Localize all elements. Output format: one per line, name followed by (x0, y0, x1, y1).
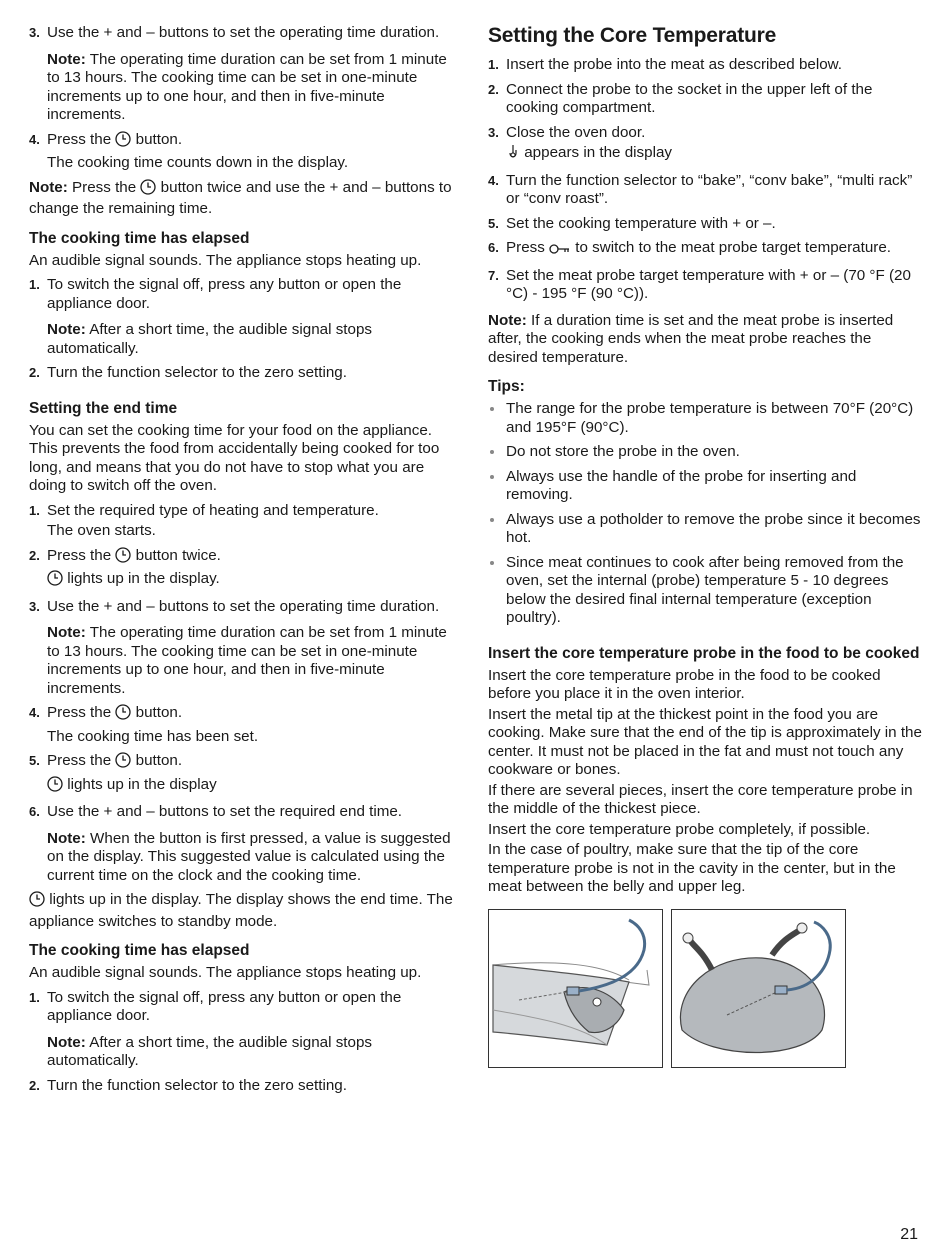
step-text: Use the + and – buttons to set the operating time duration. (47, 597, 440, 615)
step-result-text: lights up in the display. (67, 570, 220, 587)
step-number: 6. (488, 240, 499, 255)
note (29, 1034, 459, 1071)
section-heading: Insert the core temperature probe in the food to be cooked (488, 644, 920, 662)
fish-probe-illustration (488, 909, 663, 1068)
step-text: Use the + and – buttons to set the required end time. (47, 803, 403, 820)
note-label: Note: (29, 178, 68, 196)
step-result-text: lights up in the display (67, 775, 217, 793)
note (29, 51, 459, 125)
step-text: Close the oven door. (506, 123, 646, 141)
clock-icon (115, 547, 131, 569)
step-result (47, 570, 459, 592)
step-number: 1. (29, 989, 40, 1005)
tip-text: The range for the probe temperature is between 70°F (20°C) and 195°F (90°C). (506, 400, 914, 436)
step-text: button. (135, 704, 183, 721)
step-number: 1. (29, 277, 40, 292)
step-text: to switch to the meat probe target temperature. (575, 239, 892, 256)
note (29, 179, 459, 219)
step-text: Set the meat probe target temperature with + or – (70 °F (20 °C) - 195 °F (90 °C)). (506, 266, 911, 302)
bullet-icon (490, 475, 494, 479)
note-text: After a short time, the audible signal stops automatically. (47, 321, 373, 357)
note-text: When the button is first pressed, a value is suggested on the display. This suggested value is calculated using the current time on the clock and the cooking time. (47, 829, 451, 884)
step (29, 131, 459, 173)
note-label: Note: (47, 1033, 86, 1051)
page-title: Setting the Core Temperature (488, 24, 777, 47)
tip-item (488, 511, 924, 548)
step-number: 3. (29, 598, 40, 614)
step-text: Use the + and – buttons to set the operating time duration. (47, 24, 440, 41)
step-result: The cooking time counts down in the display. (47, 154, 349, 171)
step-number: 5. (488, 215, 499, 231)
note-label: Note: (47, 624, 86, 641)
section-heading: The cooking time has elapsed (29, 942, 250, 959)
step-text: button. (135, 130, 183, 148)
step-text: Set the required type of heating and temperature. (47, 501, 379, 519)
tips-heading: Tips: (488, 378, 525, 395)
left-column (29, 24, 459, 1101)
note-text: After a short time, the audible signal stops automatically. (47, 1033, 373, 1069)
step (29, 547, 459, 592)
step (488, 56, 924, 75)
step (29, 989, 459, 1026)
step (29, 364, 459, 383)
section-heading: The cooking time has elapsed (29, 229, 250, 247)
clock-icon (115, 131, 131, 153)
bullet-icon (490, 450, 494, 454)
paragraph: An audible signal sounds. The appliance stops heating up. (29, 251, 422, 269)
step-number: 7. (488, 267, 499, 283)
illustrations (488, 909, 924, 1068)
tips-list (488, 400, 924, 628)
step (488, 267, 924, 304)
note-text: The operating time duration can be set from 1 minute to 13 hours. The cooking time can be set in one-minute increments up to one hour, and then in five-minute increments. (47, 624, 447, 697)
step-result (47, 776, 459, 798)
step (29, 704, 459, 746)
step (29, 502, 459, 541)
clock-icon (115, 704, 131, 726)
step-text: button twice. (135, 546, 221, 564)
page-number: 21 (900, 1225, 918, 1243)
clock-icon (47, 776, 63, 798)
note-text: button twice and use the + and – buttons to change the remaining time. (29, 178, 452, 217)
tip-item (488, 554, 924, 628)
poultry-probe-illustration (671, 909, 846, 1068)
step-number: 4. (29, 705, 40, 720)
step (488, 81, 924, 118)
tip-text: Since meat continues to cook after being removed from the oven, set the internal (probe) temperature 5 - 10 degrees below the desired final internal temperature (exception poultry). (506, 553, 904, 626)
step (488, 239, 924, 261)
step-number: 2. (29, 547, 40, 563)
step-text: To switch the signal off, press any button or open the appliance door. (47, 988, 402, 1024)
step (29, 752, 459, 797)
note-label: Note: (47, 50, 86, 68)
paragraph: An audible signal sounds. The appliance stops heating up. (29, 964, 422, 981)
tip-text: Do not store the probe in the oven. (506, 443, 740, 460)
step-number: 2. (29, 1077, 40, 1093)
note-text: Press the (72, 178, 137, 196)
step-text: Set the cooking temperature with + or –. (506, 214, 776, 232)
step (488, 215, 924, 234)
step (29, 24, 459, 43)
clock-icon (47, 570, 63, 592)
paragraph: Insert the core temperature probe completely, if possible. (488, 820, 871, 838)
step-number: 1. (488, 57, 499, 72)
key-icon (549, 242, 571, 261)
step-result: The cooking time has been set. (47, 727, 259, 745)
paragraph: Insert the metal tip at the thickest point in the food you are cooking. Make sure that the end of the tip is approximately in the center. It must not be placed in the fat and must not touch any cookware or bones. (488, 705, 922, 778)
step-text: To switch the signal off, press any button or open the appliance door. (47, 276, 402, 312)
note (488, 312, 924, 368)
paragraph: In the case of poultry, make sure that the tip of the core temperature probe is not in the cavity in the center, but in the meat between the belly and upper leg. (488, 841, 896, 895)
step-result (506, 144, 924, 166)
tip-text: Always use a potholder to remove the probe since it becomes hot. (506, 510, 921, 546)
tip-text: Always use the handle of the probe for inserting and removing. (506, 467, 857, 503)
step-text: Connect the probe to the socket in the upper left of the cooking compartment. (506, 80, 873, 116)
tip-item (488, 400, 924, 437)
bullet-icon (490, 407, 494, 411)
clock-icon (29, 891, 45, 913)
paragraph-text: lights up in the display. The display shows the end time. The appliance switches to standby mode. (29, 891, 453, 930)
tip-item (488, 468, 924, 505)
note-label: Note: (488, 311, 527, 329)
paragraph: Insert the core temperature probe in the food to be cooked before you place it in the oven interior. (488, 666, 881, 702)
tip-item (488, 443, 924, 462)
step-text: Turn the function selector to “bake”, “conv bake”, “multi rack” or “conv roast”. (506, 171, 913, 207)
step-number: 3. (488, 124, 499, 140)
clock-icon (140, 179, 156, 201)
step-number: 2. (488, 81, 499, 97)
step-number: 6. (29, 804, 40, 819)
step-number: 4. (488, 172, 499, 188)
step-result: The oven starts. (47, 522, 156, 539)
step-text: Turn the function selector to the zero setting. (47, 364, 347, 381)
paragraph (29, 891, 459, 931)
step-text: Press the (47, 752, 112, 769)
step-text: button. (135, 752, 183, 769)
step (29, 803, 459, 822)
step (29, 598, 459, 617)
step-number: 2. (29, 365, 40, 380)
note (29, 321, 459, 358)
step-number: 5. (29, 753, 40, 768)
step-text: Insert the probe into the meat as described below. (506, 56, 843, 73)
note-text: The operating time duration can be set from 1 minute to 13 hours. The cooking time can be set in one-minute increments up to one hour, and then in five-minute increments. (47, 50, 447, 123)
step-text: Press the (47, 546, 112, 564)
step (488, 172, 924, 209)
step-text: Turn the function selector to the zero setting. (47, 1076, 347, 1094)
paragraph: You can set the cooking time for your food on the appliance. This prevents the food from accidentally being cooked for too long, and means that you do not have to stop what you are doing to switch off the oven. (29, 421, 440, 494)
step (488, 124, 924, 166)
section-heading: Setting the end time (29, 399, 178, 417)
step (29, 276, 459, 313)
step-number: 4. (29, 131, 40, 147)
right-column (488, 24, 924, 1068)
probe-icon (506, 144, 520, 166)
bullet-icon (490, 561, 494, 565)
step-number: 3. (29, 25, 40, 40)
note-label: Note: (47, 829, 86, 847)
step-text: Press (506, 239, 545, 256)
step (29, 1077, 459, 1096)
paragraph: If there are several pieces, insert the core temperature probe in the middle of the thickest piece. (488, 781, 913, 817)
clock-icon (115, 752, 131, 774)
note-label: Note: (47, 321, 86, 338)
note (29, 830, 459, 886)
note (29, 624, 459, 698)
step-result-text: appears in the display (524, 144, 672, 161)
note-text: If a duration time is set and the meat probe is inserted after, the cooking ends when the meat probe reaches the desired temperature. (488, 311, 894, 366)
step-text: Press the (47, 130, 112, 148)
bullet-icon (490, 518, 494, 522)
step-text: Press the (47, 704, 112, 721)
step-number: 1. (29, 502, 40, 518)
